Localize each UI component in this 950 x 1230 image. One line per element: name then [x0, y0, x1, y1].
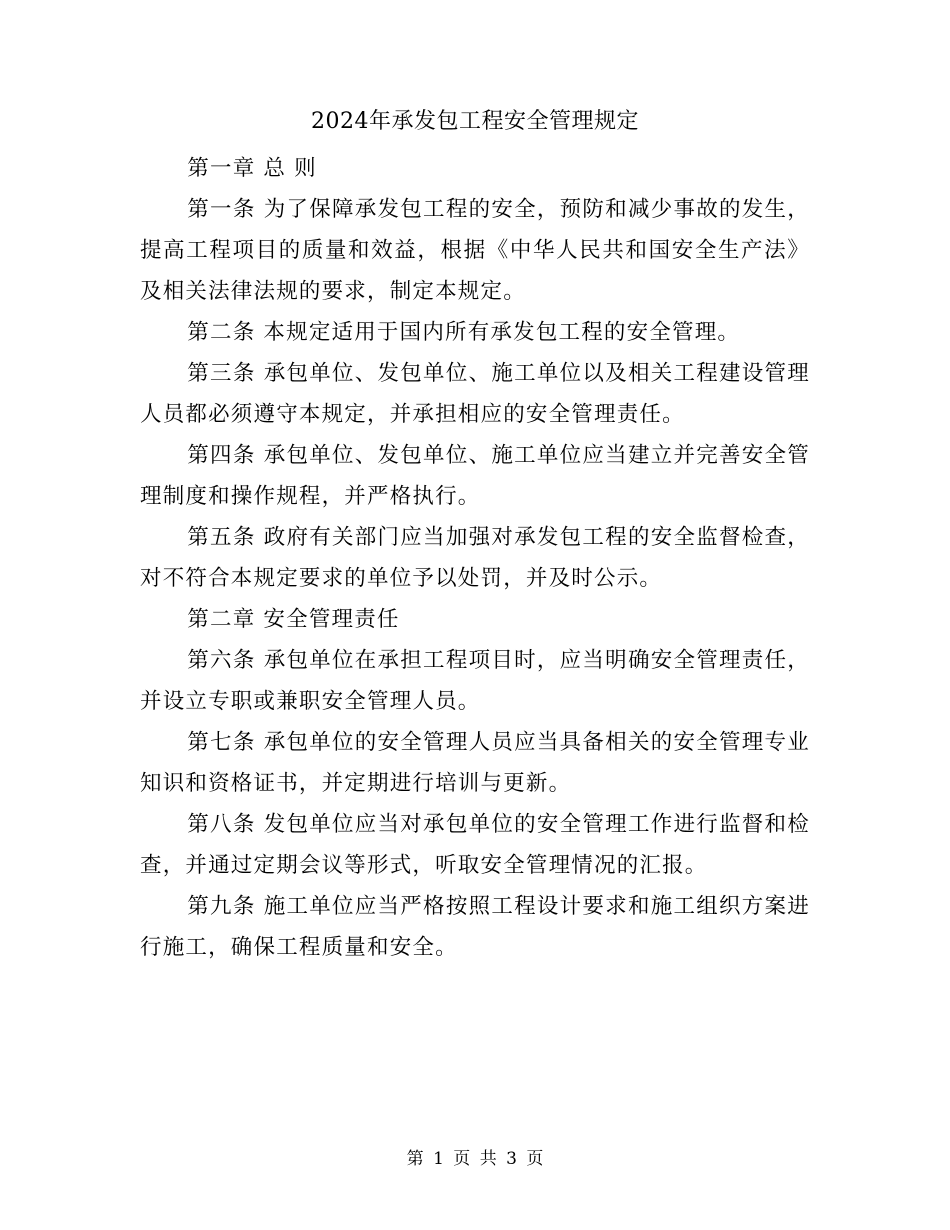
document-title: 2024年承发包工程安全管理规定 — [311, 109, 639, 134]
article-paragraph: 第二条 本规定适用于国内所有承发包工程的安全管理。 — [187, 320, 741, 345]
article-paragraph: 第四条 承包单位、发包单位、施工单位应当建立并完善安全管理制度和操作规程，并严格执行。 — [140, 443, 810, 509]
article-paragraph: 第八条 发包单位应当对承包单位的安全管理工作进行监督和检查，并通过定期会议等形式，听取安全管理情况的汇报。 — [140, 812, 810, 878]
chapter-heading: 第二章 安全管理责任 — [187, 607, 400, 632]
article-paragraph: 第六条 承包单位在承担工程项目时，应当明确安全管理责任，并设立专职或兼职安全管理人员。 — [140, 648, 810, 714]
article-paragraph: 第九条 施工单位应当严格按照工程设计要求和施工组织方案进行施工，确保工程质量和安全。 — [140, 894, 810, 960]
article-paragraph: 第五条 政府有关部门应当加强对承发包工程的安全监督检查，对不符合本规定要求的单位予以处罚，并及时公示。 — [140, 525, 810, 591]
article-paragraph: 第一条 为了保障承发包工程的安全，预防和减少事故的发生，提高工程项目的质量和效益，根据《中华人民共和国安全生产法》及相关法律法规的要求，制定本规定。 — [140, 197, 810, 304]
page-number: 第 1 页 共 3 页 — [406, 1149, 544, 1169]
article-paragraph: 第三条 承包单位、发包单位、施工单位以及相关工程建设管理人员都必须遵守本规定，并承担相应的安全管理责任。 — [140, 361, 810, 427]
chapter-heading: 第一章 总 则 — [187, 156, 317, 181]
document-body — [140, 148, 810, 968]
article-paragraph: 第七条 承包单位的安全管理人员应当具备相关的安全管理专业知识和资格证书，并定期进行培训与更新。 — [140, 730, 810, 796]
